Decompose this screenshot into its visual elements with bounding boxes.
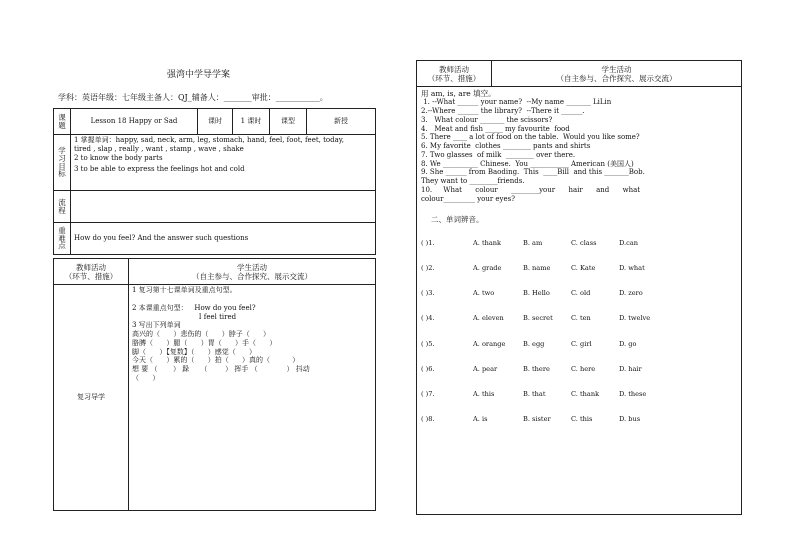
teacher-header-title: 教师活动: [76, 262, 106, 272]
choice-option: A. thank: [473, 238, 502, 247]
lesson-name: Lesson 18 Happy or Sad: [71, 109, 198, 135]
review-line: I feel tired: [132, 312, 237, 321]
fill-line: 7. Two glasses of milk ________ over there.: [421, 150, 576, 159]
goals-content: [71, 135, 376, 191]
fill-line: 4. Meat and fish _____ my favourite food: [421, 124, 570, 133]
choice-option: D. bus: [619, 415, 641, 424]
choice-option: C. here: [571, 364, 596, 373]
choice-option: B. Hello: [523, 289, 550, 298]
choice-option: C. this: [571, 415, 593, 424]
choice-option: B. egg: [523, 339, 545, 348]
choice-option: D. hair: [619, 364, 642, 373]
choice-option: A. two: [473, 289, 495, 298]
choice-option: C. old: [571, 289, 591, 298]
key-label: 重难点: [54, 223, 71, 255]
choice-number: ( )6.: [421, 364, 435, 373]
choice-option: A. eleven: [473, 314, 504, 323]
exercise-content: [417, 87, 742, 515]
goal-line: tired , slap , really , want , stamp , wave , shake: [74, 144, 244, 153]
fill-line: 6. My favorite clothes ________ pants and shirts: [421, 142, 591, 151]
choice-option: D. twelve: [619, 314, 651, 323]
student-activity-header: [492, 61, 742, 87]
teacher-header-title: 教师活动: [439, 64, 469, 74]
student-header-sub: （自主参与、合作探究、展示交流）: [556, 73, 677, 83]
choice-title: 二、单词辨音。: [431, 215, 484, 225]
choice-option: B. there: [523, 364, 550, 373]
choice-option: D. zero: [619, 289, 643, 298]
choice-option: B. that: [523, 390, 546, 399]
choice-option: B. name: [523, 263, 551, 272]
choice-row: [421, 365, 737, 373]
review-line: 高兴的（ ）悲伤的（ ）脖子（ ）: [132, 330, 271, 338]
review-label: 复习导学: [54, 285, 129, 511]
review-line: （ ）: [132, 373, 160, 382]
hours-value: 1 课时: [233, 109, 270, 135]
choice-row: [421, 239, 737, 247]
choice-option: C. ten: [571, 314, 591, 323]
choice-number: ( )2.: [421, 263, 435, 272]
review-content: [129, 285, 376, 511]
choice-option: A. grade: [473, 263, 502, 272]
fill-line: They want to ________friends.: [421, 177, 525, 186]
goal-line: 3 to be able to express the feelings hot and cold: [74, 165, 245, 174]
fill-line: colour_________ your eyes?: [421, 194, 516, 203]
choice-number: ( )3.: [421, 289, 435, 298]
process-content: [71, 191, 376, 223]
fill-line: 3. What colour _______ the scissors?: [421, 115, 553, 124]
review-line: 今天（ ）累的（ ）拍（ ）真的（ ）: [132, 356, 300, 365]
choice-option: A. is: [473, 415, 488, 424]
choice-option: A. this: [473, 390, 495, 399]
choice-number: ( )4.: [421, 314, 435, 323]
fill-line: 10. What colour ________your hair and what: [421, 185, 641, 194]
choice-row: [421, 314, 737, 322]
review-line: 胳膊（ ）腿（ ）胃（ ）手（ ）: [132, 338, 277, 347]
review-line: 1 复习第十七课单词及重点句型。: [132, 286, 237, 294]
review-line: 3 写出下列单词: [132, 321, 181, 330]
choice-row: [421, 340, 737, 348]
choice-row: [421, 415, 737, 423]
review-line: [132, 295, 372, 304]
choice-row: [421, 289, 737, 297]
choice-row: [421, 264, 737, 272]
lesson-label: 课题: [54, 109, 71, 135]
review-line: 脚（ ）【复数】（ ）感觉（ ）: [132, 347, 257, 356]
fill-line: 2.--Where ______ the library? --There it ______.: [421, 107, 585, 116]
choice-option: B. sister: [523, 415, 551, 424]
fill-line: 5. There ____ a lot of food on the table. Would you like some?: [421, 133, 640, 142]
lesson-table: [53, 108, 376, 255]
choice-option: A. pear: [473, 364, 498, 373]
teacher-header-sub: （环节、措施）: [64, 271, 118, 281]
type-label: 课型: [270, 109, 307, 135]
review-line: 想 要 （ ） 跺 （ ） 挥手 （ ） 抖动: [132, 365, 310, 373]
student-activity-header: [129, 259, 376, 285]
activity-table-right: [416, 60, 742, 515]
choice-option: D. what: [619, 263, 645, 272]
fill-line: 8. We __________ Chinese. You ___________ American (美国人): [421, 159, 634, 168]
key-content: How do you feel? And the answer such questions: [71, 223, 376, 255]
choice-option: B. am: [523, 238, 543, 247]
choice-list: [421, 239, 737, 424]
page-title: 强湾中学导学案: [166, 70, 230, 80]
activity-table-left: [53, 258, 376, 511]
hours-label: 课时: [198, 109, 233, 135]
fill-line: 1. --What ______ your name? --My name _______ LiLin: [421, 98, 612, 107]
goal-line: 2 to know the body parts: [74, 153, 163, 162]
choice-option: A. orange: [473, 339, 506, 348]
choice-number: ( )7.: [421, 390, 435, 399]
choice-option: C. Kate: [571, 263, 596, 272]
type-value: 新授: [307, 109, 376, 135]
choice-option: C. thank: [571, 390, 600, 399]
choice-number: ( )1.: [421, 238, 435, 247]
student-header-title: 学生活动: [601, 64, 632, 74]
meta-line: 学科：英语年级：七年级主备人：QJ_辅备人：_______审批：___________。: [58, 93, 328, 102]
student-header-title: 学生活动: [237, 262, 267, 272]
choice-option: C. class: [571, 238, 597, 247]
fill-title: 用 am, is, are 填空。: [421, 89, 496, 98]
teacher-activity-header: [54, 259, 129, 285]
student-header-sub: （自主参与、合作探究、展示交流）: [192, 271, 312, 281]
goals-label: 学习目标: [54, 135, 71, 191]
choice-option: D. these: [619, 390, 647, 399]
teacher-header-sub: （环节、措施）: [427, 73, 481, 83]
choice-option: B. secret: [523, 314, 553, 323]
teacher-activity-header: [417, 61, 492, 87]
choice-option: C. girl: [571, 339, 592, 348]
choice-number: ( )8.: [421, 415, 435, 424]
choice-number: ( )5.: [421, 339, 435, 348]
review-line: 2 本课重点句型： How do you feel?: [132, 303, 256, 312]
choice-row: [421, 390, 737, 398]
fill-line: 9. She ______ from Baoding. This ____Bill and this _______Bob.: [421, 168, 645, 177]
goal-line: 1 掌握单词：happy, sad, neck, arm, leg, stomach, hand, feel, foot, feet, today,: [74, 136, 345, 144]
choice-option: D.can: [619, 238, 639, 247]
choice-option: D. go: [619, 339, 637, 348]
process-label: 流程: [54, 191, 71, 223]
